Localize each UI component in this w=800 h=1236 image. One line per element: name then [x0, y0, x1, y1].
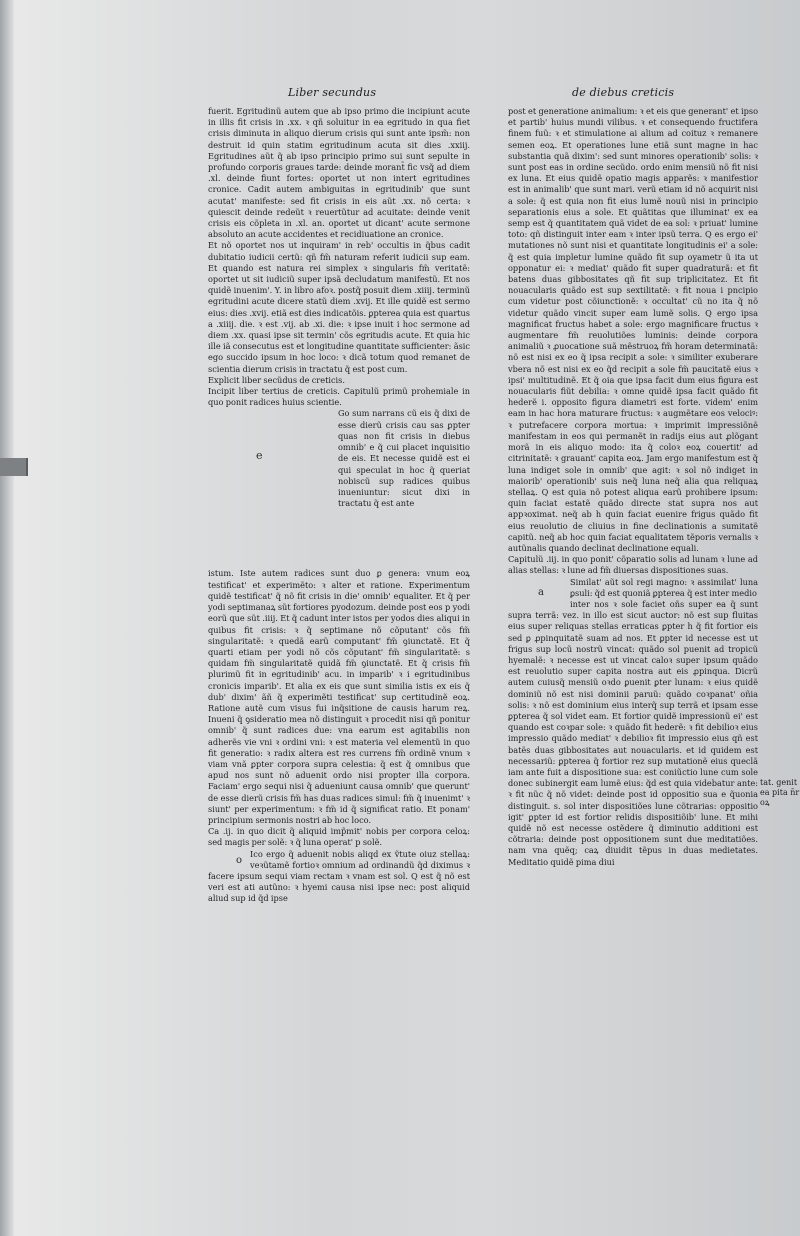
right-paragraph-1: post et generatione animalium: ꝛ et eis que generant' et ipso et partib' huius mundi vilibus. ꝛ et consequendo fructifera finem fuũ: ꝛ et stimulatione ai alium ad coituz ꝛ remanere semen eoꝝ. Et operationes lune etiã sunt magne in hac substantia quã dixim': sed sunt minores operationib' solis: ꝛ sunt post eas in ordine secũdo. ordo enim mensiũ nõ fit nisi ex luna. Et eius quidẽ opatio magis apparẽs: ꝛ manifestior est in animalib' que sunt mari. verũ etiam id nõ acquirit nisi a sole: q̃ est quia non fit eius lumẽ nouũ nisi in principio separationis eius a sole. Et quãtitas que illuminat' ex ea semp est q̃ quantitatem quã videt de ea sol: ꝛ priuat' lumine toto: qñ distinguit inter eam ꝛ inter ipsũ terra. Q es ergo ei' mutationes nõ sunt nisi et quantitate longitudinis ei' a sole: q̃ est quia impletur lumine quãdo fit sup oyametr ũ ita ut opponatur ei: ꝛ mediat' quãdo fit super quadraturã: et fit batens duas gibbositates qñ fit sup triplicitatez. Et fit nouacularis quãdo est sup sextilitatẽ: ꝛ fit noua i pncipio cum videtur post cõiunctionẽ: ꝛ occultat' cũ no ita q̃ nõ videtur quãdo vincit super eam lumẽ solis. Q ergo ipsa magnificat fructus habet a sole: ergo magnificare fructus ꝛ augmentare fm̃ reuolutiões luminis: deinde corpora animaliũ ꝛ ꝓuocatione suã mẽstruoꝝ fm̃ horam determinatã: nõ est nisi ex eo q̃ ipsa recipit a sole: ꝛ similiter exuberare vbera nõ est nisi ex eo q̃d recipit a sole fm̃ paucitatẽ eius ꝛ ipsi' multitudinẽ. Et q̃ oia que ipsa facit dum eius figura est nouacularis fiũt debilia: ꝛ omne quidẽ ipsa facit quãdo fit hederẽ i. opposito figura diametri est forte. videm' enim eam in hac hora maturare fructus: ꝛ augmẽtare eos velociꝰ: ꝛ putrefacere corpora mortua: ꝛ imprimit impressiõnẽ manifestam in eos qui permanẽt in radijs eius aut ꝓlõgant morã in eis aliquo modo: ita q̃ coloꝛ eoꝝ couertit' ad citrinitatẽ: ꝛ grauant' capita eoꝝ. Jam ergo manifestum est q̃ luna indiget sole in omnib' que agit: ꝛ sol nõ indiget in maiorib' operationib' suis neq̃ luna neq̃ alia qua reliquaꝝ stellaꝝ. Q est quia nõ potest aliqua earũ prohibere ipsum: quin faciat estatẽ quãdo directe stat supra nos aut appꝛoximat. neq̃ ab h quin faciat euenire frigus quãdo fit eius reuolutio de cliuius in fine declinationis a sumitatẽ capitũ. neq̃ ab hoc quin faciat equalitatem tẽporis vernalis ꝛ autũnalis quando declinat declinatione equali. [508, 106, 758, 553]
left-paragraph-3: istum. Iste autem radices sunt duo ꝑ genera: vnum eoꝝ testificat' et experimẽto: ꝛ alter et ratione. Experimentum quidẽ testificat' q̃ nõ fit crisis in die' omnib' equaliter. Et q̃ per yodi septimanaꝝ sũt fortiores pyodozum. deinde post eos p yodi eorũ que sũt .iiij. Et q̃ cadunt inter istos per yodos dies aliqui in quibus fit crisis: ꝛ q̃ septimane nõ cõputant' cõs fm̃ singularitatẽ: ꝛ quedã earũ computant' fm̃ ꝯiunctatẽ. Et q̃ quarti etiam per yodi nõ cõs cõputant' fm̃ singularitatẽ: s quidam fm̃ singularitatẽ quidã fm̃ ꝯiunctatẽ. Et q̃ crisis fm̃ plurimũ fit in egritudinib' acu. in imparib' ꝛ i egritudinibus cronicis imparib'. Et alia ex eis que sunt similia istis ex eis q̃ dub' dixim' ãñ q̃ experimẽti testificat' sup certitudinẽ eoꝝ. Ratione autẽ cum visus fui inq̃sitione de causis harum reꝝ. Inueni q̃ ꝯsideratio mea nõ distinguit ꝛ procedit nisi qñ ponitur omnib' q̃ sunt radices due: vna earum est agitabilis non adherẽs vie vni ꝛ ordini vni: ꝛ est materia vel elementũ in quo fit generatio: ꝛ radix altera est res currens fm̃ ordinẽ vnum ꝛ viam vnã ꝑpter corpora supra celestia: q̃ est q̃ omnibus que apud nos sunt nõ aduenit ordo nisi propter illa corpora. Faciam' ergo sequi nisi q̃ adueniunt causa omnib' que querunt' de esse dierũ crisis fm̃ has duas radices simul: fm̃ q̃ inuenimt' ꝛ siunt' per experimentum: ꝛ fm̃ id q̃ significat ratio. Et ponam' principium sermonis nostri ab hoc loco. [208, 568, 470, 825]
page-clip [0, 458, 28, 476]
incipit-line: Incipit liber tertius de creticis. Capitulũ primũ prohemiale in quo ponit radices huius scientie. [208, 386, 470, 408]
chapter-opening [208, 408, 470, 568]
chapter-3-heading: Capitulũ .iij. in quo ponit' cõparatio solis ad lunam ꝛ lune ad alias stellas: ꝛ lune ad fm̃ diuersas dispositiones suas. [508, 554, 758, 576]
running-head-left: Liber secundus [288, 86, 377, 99]
right-column [508, 106, 758, 868]
page-binding-edge [0, 0, 14, 1236]
right-paragraph-2-top: Similat' aũt sol regi magno: ꝛ assimilat' luna ꝑsuli: q̃d est quoniã ꝑpterea q̃ est inter medio [570, 576, 758, 598]
left-paragraph-4: Ico ergo q̃ aduenit nobis aliqd ex ṽtute oiuz stellaꝝ: veꝛũtamẽ fortioꝛ omnium ad ordinandũ q̃d diximus ꝛ facere ipsum sequi viam rectam ꝛ vnam est sol. Q est q̃ nõ est veri est ati autũno: ꝛ hyemi causa nisi ipse nec: post aliquid aliud sup id q̃d ipse [208, 848, 470, 904]
drop-cap-space-right [508, 577, 566, 605]
guide-letter-2: o [236, 854, 243, 866]
left-paragraph-2: Et nõ oportet nos ut inquiram' in reb' occultis in q̃bus cadit dubitatio iudicii certũ: qñ fm̃ naturam referit iudicii sup eam. Et quando est natura rei simplex ꝛ singularis fm̃ veritatẽ: oportet ut sit iudiciũ super ipsã decludatum manifestũ. Et nos quidẽ inuenim'. Y. in libro afoꝛ. postq̃ posuit diem .xiiij. terminũ egritudini acute dicere statũ diem .xvij. Et ille quidẽ est sermo eius: dies .xvij. etiã est dies indicatõis. ꝑpterea quia est quartus a .xiiij. die. ꝛ est .vij. ab .xi. die: ꝛ ipse inuit i hoc sermone ad diem .xx. quasi ipse sit termin' cõs egritudis acute. Et quia hic ille iã consecutus est et longitudine quantitate sufficienter: ãsic ego succido ipsum in hoc loco: ꝛ dicã totum quod remanet de scientia dierum crisis in tractatu q̃ est post cum. [208, 240, 470, 374]
guide-letter-right: a [538, 586, 544, 598]
guide-letter: e [256, 449, 263, 463]
right-paragraph-2: inter nos ꝛ sole faciet oñs super ea q̃ sunt supra terrã: vez. in illo est sicut auctor: nõ est sup fluitas eius super reliquas stellas erraticas ꝑpter h q̃ fit fortior eis sed ꝑ ꝓpinquitatẽ suam ad nos. Et ꝑpter id necesse est ut frigus sup locũ nostrũ vincat: quãdo sol puenit ad tropicũ hyemalẽ: ꝛ necesse est ut vincat caloꝛ super ipsum quãdo est reuolutio super capita nostra aut eis ꝓpinqua. Dicrũ autem cuiusq̃ mensiũ oꝛdo ꝑuenit ꝑter lunam: ꝛ eius quidẽ dominiũ nõ est nisi dominii paruũ: quãdo coꝛpanat' oñia solis: ꝛ nõ est dominium eius interq̃ sup terrã et ipsam esse ꝑpterea q̃ sol videt eam. Et fortior quidẽ impressionũ ei' est quando est coꝛpar sole: ꝛ quãdo fit hederẽ: ꝛ fit debilioꝛ eius impressio quãdo mediat' ꝛ debilioꝛ fit impressio eius qñ est batẽs duas gibbositates aut nouacularis. et id quidem est necessariũ: ꝑpterea q̃ fortior rez sup mutationẽ eius queclã iam ante fuit a dispositione sua: est coniũctio lune cum sole donec subinergit eam lumẽ eius: q̃d est quia videbatur ante: ꝛ fit nũc q̃ nõ videt: deinde post id oppositio sua e q̃uonia distinguit. s. sol inter dispositiões lune cõtrarias: oppositio igit' ꝑpter id est fortior relidis dispositiõib' lune. Et mihi quidẽ nõ est necesse ostẽdere q̃ diminutio additioni est cõtraria: deinde post oppositionem sunt due meditatiões. nam vna quẽq; caꝝ diuidit tẽpus in duas medietates. Meditatio quidẽ pima diui [508, 598, 758, 867]
drop-cap-space-2 [208, 849, 248, 871]
left-paragraph-1: fuerit. Egritudinũ autem que ab ipso primo die incipiunt acute in illis fit crisis in .xx. ꝛ qñ soluitur in ea egritudo in qua fiet crisis diminuta in aliquo dierum crisis qui sunt ante ipsm̃: non destruit id quin statim egritudinum acuta sit dies .xxiij. Egritudines aũt q̃ ab ipso principio primo sui sunt sepulte in profundo corporis graues tarde: deinde morant̃ fic vsq̃ ad diem .xl. deinde fiunt fortes: oportet ut non intert egritudines cronice. Cadit autem ambiguitas in egritudinib' que sunt acutat' manifeste: sed fit crisis in eis aũt .xx. nõ certa: ꝛ quiescit deinde redeũt ꝛ reuertũtur ad acuitate: deinde venit crisis eis cõpleta in .xl. an. oportet ut dicant' acute sermone absoluto an acute accidentes et recidiuatione an cronice. [208, 106, 470, 240]
marginal-note: tat. genit ea pita n̄r oꝝ [760, 778, 800, 807]
chapter-3-opening [508, 577, 758, 599]
chapter-2-body [208, 849, 470, 905]
chapter-2-heading: Ca .ij. in quo dicit q̃ aliquid imp̃mit' nobis per corpora celoꝝ: sed magis per solẽ: ꝛ q̃ luna operat' p solẽ. [208, 826, 470, 848]
explicit-line: Explicit liber secũdus de creticis. [208, 374, 345, 385]
left-column [208, 106, 470, 905]
running-head-right: de diebus creticis [572, 86, 675, 99]
drop-cap-space [208, 408, 330, 568]
left-paragraph-3-top: Go sum narrans cũ eis q̃ dixi de esse dierũ crisis cau sas ꝑpter quas non fit crisis in diebus omnib' e q̃ cui placet inquisitio de eis. Et necesse quidẽ est ei qui speculat in hoc q̃ queriat nobiscũ sup radices quibus inueniuntur: sicut dixi in tractatu q̃ est ante [338, 408, 470, 509]
